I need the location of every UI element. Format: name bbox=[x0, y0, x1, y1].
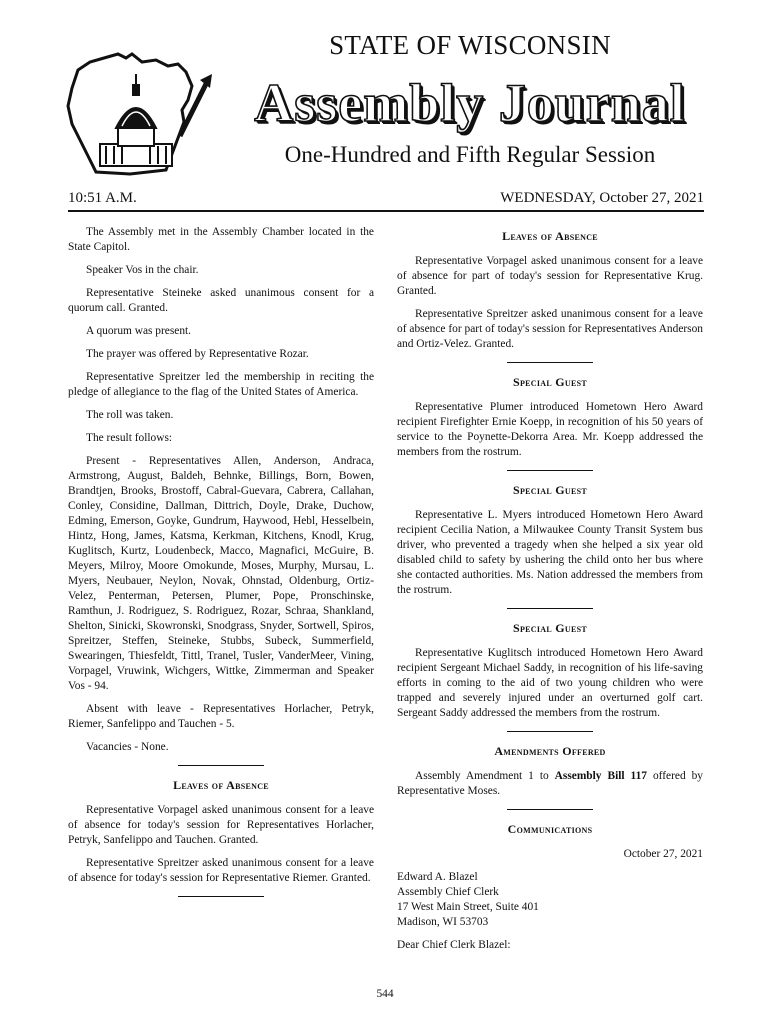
paragraph: The roll was taken. bbox=[86, 409, 174, 421]
section-divider bbox=[178, 765, 264, 766]
paragraph: Representative L. Myers introduced Hometown Hero Award recipient Cecilia Nation, a Milwaukee County Transit System bus driver, who prevented a tragedy when she helped a six year old disabled child to safety by ushering the child onto her bus where she contacted authorities. Ms. Nation addressed the members from the rostrum. bbox=[397, 509, 703, 596]
section-divider bbox=[507, 470, 593, 471]
section-divider bbox=[507, 608, 593, 609]
paragraph: The Assembly met in the Assembly Chamber located in the State Capitol. bbox=[68, 226, 374, 253]
bill-reference: Assembly Bill 117 bbox=[554, 770, 647, 782]
section-heading: Special Guest bbox=[512, 621, 588, 635]
amendment-text: Assembly Amendment 1 to bbox=[415, 770, 555, 782]
section-heading: Communications bbox=[507, 822, 593, 836]
journal-title: Assembly Journal bbox=[254, 73, 686, 133]
amendment-paragraph bbox=[397, 769, 703, 799]
section-heading: Special Guest bbox=[512, 483, 588, 497]
paragraph: Representative Steineke asked unanimous consent for a quorum call. Granted. bbox=[68, 287, 374, 314]
wisconsin-capitol-seal-icon bbox=[60, 44, 220, 184]
paragraph: Representative Vorpagel asked unanimous consent for a leave of absence for part of today's session for Representative Krug. Granted. bbox=[397, 255, 703, 297]
left-column bbox=[68, 225, 374, 909]
roll-call-absent: Absent with leave - Representatives Horlacher, Petryk, Riemer, Sanfelippo and Tauchen - 5. bbox=[68, 703, 374, 730]
paragraph: Representative Vorpagel asked unanimous consent for a leave of absence for today's session for Representatives Horlacher, Petryk, Sanfelippo and Tauchen. Granted. bbox=[68, 804, 374, 846]
right-column bbox=[397, 225, 703, 961]
section-heading: Amendments Offered bbox=[494, 744, 606, 758]
paragraph: Representative Spreitzer asked unanimous consent for a leave of absence for today's session for Representative Riemer. Granted. bbox=[68, 857, 374, 884]
paragraph: Representative Kuglitsch introduced Hometown Hero Award recipient Sergeant Michael Saddy, in recognition of his life-saving efforts in coming to the aid of two young children who were trapped and severely injured under an overturned golf cart. Sergeant Saddy addressed the members from the rostrum. bbox=[397, 647, 703, 719]
letter-date: October 27, 2021 bbox=[623, 848, 703, 860]
paragraph: The result follows: bbox=[86, 432, 173, 444]
address-line: Madison, WI 53703 bbox=[397, 916, 489, 928]
paragraph: A quorum was present. bbox=[86, 325, 192, 337]
section-divider bbox=[178, 896, 264, 897]
paragraph: Speaker Vos in the chair. bbox=[86, 264, 199, 276]
section-divider bbox=[507, 809, 593, 810]
dateline bbox=[68, 190, 704, 212]
session-date: WEDNESDAY, October 27, 2021 bbox=[500, 190, 704, 206]
session-time: 10:51 A.M. bbox=[68, 190, 137, 206]
section-divider bbox=[507, 731, 593, 732]
address-line: Assembly Chief Clerk bbox=[397, 886, 499, 898]
roll-call-present: Present - Representatives Allen, Anderson, Andraca, Armstrong, August, Baldeh, Behnke, Billings, Born, Bowen, Brandtjen, Brooks, Brostoff, Cabral-Guevara, Cabrera, Callahan, Conley, Considine, Dallman, Dittrich, Doyle, Drake, Duchow, Edming, Emerson, Goyke, Gundrum, Haywood, Hebl, Hesselbein, Hintz, Hong, James, Katsma, Kerkman, Kitchens, Knodl, Krug, Kuglitsch, Kurtz, Loudenbeck, Macco, Magnafici, McGuire, B. Meyers, Milroy, Moore Omokunde, Moses, Murphy, Mursau, L. Myers, Neubauer, Neylon, Novak, Ohnstad, Oldenburg, Ortiz-Velez, Penterman, Petersen, Plumer, Pope, Pronschinske, Ramthun, J. Rodriguez, S. Rodriguez, Rozar, Schraa, Shankland, Shelton, Sinicki, Skowronski, Snodgrass, Snyder, Sortwell, Spiros, Spreitzer, Steffen, Steineke, Stubbs, Subeck, Summerfield, Swearingen, Thiesfeldt, Tittl, Tranel, Tusler, VanderMeer, Vining, Vorpagel, Vruwink, Wichgers, Wittke, Zimmerman and Speaker Vos - 94. bbox=[68, 455, 374, 692]
paragraph: The prayer was offered by Representative Rozar. bbox=[86, 348, 309, 360]
address-line: 17 West Main Street, Suite 401 bbox=[397, 901, 539, 913]
paragraph: Representative Spreitzer asked unanimous consent for a leave of absence for part of today's session for Representatives Anderson and Ortiz-Velez. Granted. bbox=[397, 308, 703, 350]
section-divider bbox=[507, 362, 593, 363]
session-title: One-Hundred and Fifth Regular Session bbox=[284, 142, 656, 167]
page-number: 544 bbox=[376, 988, 394, 1000]
letter-address bbox=[397, 870, 703, 930]
paragraph: Representative Spreitzer led the membership in reciting the pledge of allegiance to the flag of the United States of America. bbox=[68, 371, 374, 398]
section-heading: Special Guest bbox=[512, 375, 588, 389]
roll-call-vacancies: Vacancies - None. bbox=[86, 741, 169, 753]
paragraph: Representative Plumer introduced Hometown Hero Award recipient Firefighter Ernie Koepp, in recognition of his 50 years of service to the Poynette-Dekorra Area. Mr. Koepp addressed the members from the rostrum. bbox=[397, 401, 703, 458]
state-title: STATE OF WISCONSIN bbox=[329, 30, 611, 60]
section-heading: Leaves of Absence bbox=[502, 229, 598, 243]
amendment-text: offered by Representative Moses. bbox=[397, 770, 704, 797]
address-line: Edward A. Blazel bbox=[397, 871, 478, 883]
letter-salutation: Dear Chief Clerk Blazel: bbox=[397, 939, 511, 951]
section-heading: Leaves of Absence bbox=[173, 778, 269, 792]
